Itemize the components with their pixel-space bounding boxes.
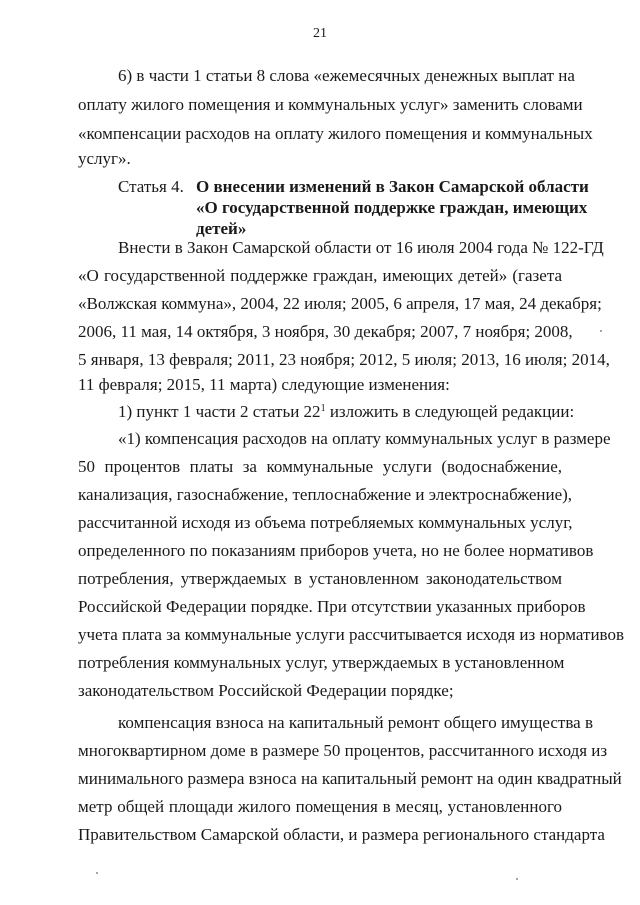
paragraph-line: потребления, утверждаемых в установленном законодательством: [78, 569, 562, 588]
paragraph-line: Внести в Закон Самарской области от 16 июля 2004 года № 122-ГД: [118, 238, 604, 257]
paragraph-line: «компенсации расходов на оплату жилого помещения и коммунальных: [78, 124, 593, 143]
paragraph-line: «1) компенсация расходов на оплату коммунальных услуг в размере: [118, 429, 611, 448]
paragraph-line: потребления коммунальных услуг, утверждаемых в установленном: [78, 653, 565, 672]
paragraph-line: 50 процентов платы за коммунальные услуги (водоснабжение,: [78, 457, 562, 476]
article-title: «О государственной поддержке граждан, имеющих: [196, 198, 588, 217]
paragraph-line: 5 января, 13 февраля; 2011, 23 ноября; 2012, 5 июля; 2013, 16 июля; 2014,: [78, 350, 610, 369]
scan-speck: [600, 330, 602, 332]
paragraph-line: учета плата за коммунальные услуги рассчитывается исходя из нормативов: [78, 625, 624, 644]
item-text: 1) пункт 1 части 2 статьи 22: [118, 402, 321, 421]
paragraph-line: [118, 402, 575, 422]
paragraph-line: минимального размера взноса на капитальный ремонт на один квадратный: [78, 769, 622, 788]
scan-speck: [96, 872, 98, 874]
article-title: детей»: [196, 219, 247, 238]
paragraph-line: 2006, 11 мая, 14 октября, 3 ноября, 30 декабря; 2007, 7 ноября; 2008,: [78, 322, 573, 341]
paragraph-line: 6) в части 1 статьи 8 слова «ежемесячных денежных выплат на: [118, 66, 575, 85]
paragraph-line: «О государственной поддержке граждан, имеющих детей» (газета: [78, 266, 562, 285]
paragraph-line: услуг».: [78, 149, 131, 168]
article-title: О внесении изменений в Закон Самарской области: [196, 177, 589, 196]
paragraph-line: многоквартирном доме в размере 50 процентов, рассчитанного исходя из: [78, 741, 608, 760]
paragraph-line: Правительством Самарской области, и размера регионального стандарта: [78, 825, 605, 844]
paragraph-line: оплату жилого помещения и коммунальных услуг» заменить словами: [78, 95, 583, 114]
page-number: 21: [313, 26, 327, 41]
article-label: Статья 4.: [118, 177, 184, 196]
paragraph-line: канализация, газоснабжение, теплоснабжение и электроснабжение),: [78, 485, 573, 504]
paragraph-line: компенсация взноса на капитальный ремонт общего имущества в: [118, 713, 593, 732]
paragraph-line: «Волжская коммуна», 2004, 22 июля; 2005, 6 апреля, 17 мая, 24 декабря;: [78, 294, 602, 313]
paragraph-line: законодательством Российской Федерации порядке;: [78, 681, 454, 700]
paragraph-line: Российской Федерации порядке. При отсутствии указанных приборов: [78, 597, 586, 616]
paragraph-line: 11 февраля; 2015, 11 марта) следующие изменения:: [78, 375, 450, 394]
superscript: 1: [320, 403, 326, 414]
scan-speck: [516, 878, 518, 880]
paragraph-line: рассчитанной исходя из объема потребляемых коммунальных услуг,: [78, 513, 573, 532]
paragraph-line: определенного по показаниям приборов учета, но не более нормативов: [78, 541, 594, 560]
paragraph-line: метр общей площади жилого помещения в месяц, установленного: [78, 797, 562, 816]
item-text: изложить в следующей редакции:: [325, 402, 575, 421]
